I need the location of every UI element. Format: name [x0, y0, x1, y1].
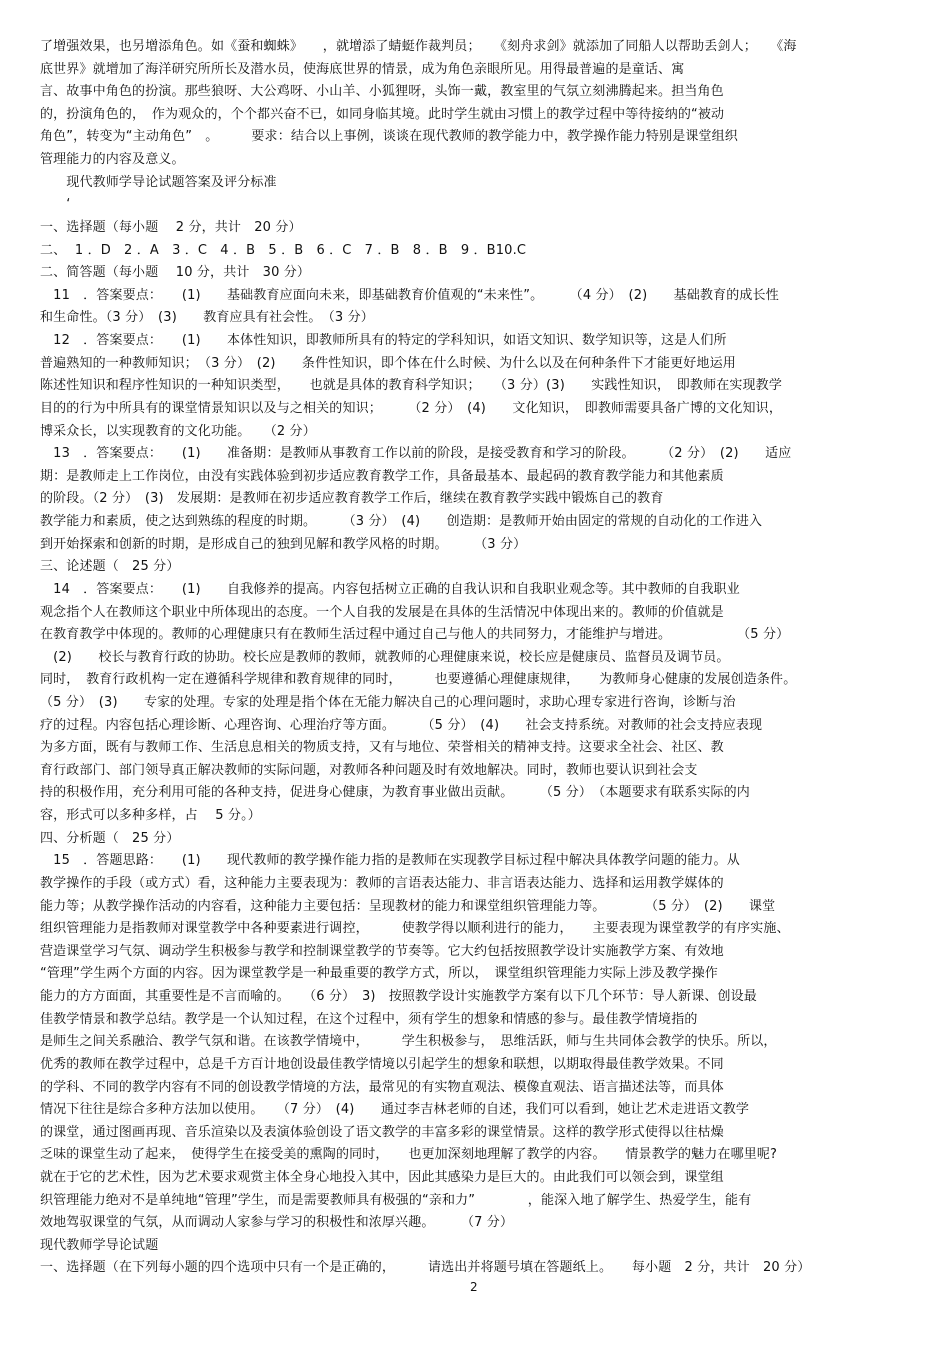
text-line: 四、分析题（ 25 分） [40, 830, 180, 846]
text-line: 二、 1 ．D 2 ．A 3 ．C 4 ．B 5 ．B 6 ．C 7 ．B 8 ．B 9 ．B10.C [40, 242, 527, 258]
text-line: 育行政部门、部门领导真正解决教师的实际问题，对教师各种问题及时有效地解决。同时，教师也要认识到社会支 [40, 762, 698, 778]
text-line: （5 分） (3) 专家的处理。专家的处理是指个体在无能力解决自己的心理问题时，求助心理专家进行咨询，诊断与治 [40, 694, 736, 710]
text-line: 情况下往往是综合多种方法加以使用。 （7 分） (4) 通过李吉林老师的自述，我们可以看到，她让艺术走进语文教学 [40, 1102, 750, 1118]
text-line: 一、选择题（每小题 2 分，共计 20 分） [40, 219, 302, 235]
text-line: 普遍熟知的一种教师知识； （3 分） (2) 条件性知识，即个体在什么时候、为什么以及在何种条件下才能更好地运用 [40, 355, 736, 371]
text-line: 现代教师学导论试题答案及评分标准 [40, 174, 277, 190]
text-line: 的，扮演角色的， 作为观众的，个个都兴奋不已，如同身临其境。此时学生就由习惯上的教学过程中等待接纳的“被动 [40, 106, 725, 122]
text-line: 角色”，转变为“主动角色” 。 要求：结合以上事例，谈谈在现代教师的教学能力中，教学操作能力特别是课堂组织 [40, 129, 738, 145]
text-line: 织管理能力绝对不是单纯地“管理”学生，而是需要教师具有极强的“亲和力” ，能深入地了解学生、热爱学生，能有 [40, 1192, 752, 1208]
text-line: 和生命性。（3 分） (3) 教育应具有社会性。 （3 分） [40, 310, 374, 326]
page-number: 2 [470, 1280, 478, 1294]
text-line: 三、论述题（ 25 分） [40, 559, 180, 575]
text-line: 到开始探索和创新的时期，是形成自己的独到见解和教学风格的时期。 （3 分） [40, 536, 527, 552]
text-line: 12 ．答案要点： (1) 本体性知识，即教师所具有的特定的学科知识，如语文知识、数学知识等，这是人们所 [40, 333, 727, 349]
text-line: 13 ．答案要点： (1) 准备期：是教师从事教育工作以前的阶段，是接受教育和学习的阶段。 （2 分） (2) 适应 [40, 446, 792, 462]
text-line: 管理能力的内容及意义。 [40, 152, 185, 168]
text-line: 15 ．答题思路： (1) 现代教师的教学操作能力指的是教师在实现教学目标过程中解决具体教学问题的能力。从 [40, 853, 740, 869]
text-line: 的阶段。（2 分） (3) 发展期：是教师在初步适应教育教学工作后，继续在教育教学实践中锻炼自己的教育 [40, 491, 664, 507]
text-line: 营造课堂学习气氛、调动学生积极参与教学和控制课堂教学的节奏等。它大约包括按照教学设计实施教学方案、有效地 [40, 943, 724, 959]
text-line: “管理”学生两个方面的内容。因为课堂教学是一种最重要的教学方式，所以， 课堂组织管理能力实际上涉及教学操作 [40, 966, 718, 982]
text-line: 14 ．答案要点： (1) 自我修养的提高。内容包括树立正确的自我认识和自我职业观念等。其中教师的自我职业 [40, 581, 740, 597]
text-line: 在教育教学中体现的。教师的心理健康只有在教师生活过程中通过自己与他人的共同努力，才能维护与增进。 （5 分） [40, 627, 790, 643]
text-line: 言、故事中角色的扮演。那些狼呀、大公鸡呀、小山羊、小狐狸呀，头饰一戴，教室里的气氛立刻沸腾起来。担当角色 [40, 84, 724, 100]
text-line: 容，形式可以多种多样，占 5 分。） [40, 808, 261, 824]
text-line: 的学科、不同的教学内容有不同的创设教学情境的方法，最常见的有实物直观法、模像直观法、语言描述法等，而具体 [40, 1079, 724, 1095]
text-line: 教学能力和素质，使之达到熟练的程度的时期。 （3 分） (4) 创造期：是教师开始由固定的常规的自动化的工作进入 [40, 514, 763, 530]
text-line: 能力的方方面面，其重要性是不言而喻的。 （6 分） 3) 按照教学设计实施教学方案有以下几个环节：导人新课、创设最 [40, 989, 757, 1005]
text-line: 一、选择题（在下列每小题的四个选项中只有一个是正确的， 请选出并将题号填在答题纸上。 每小题 2 分，共计 20 分） [40, 1260, 811, 1276]
text-line: 底世界》就增加了海洋研究所所长及潜水员，使海底世界的情景，成为角色亲眼所见。用得最普遍的是童话、寓 [40, 61, 685, 77]
text-line: 是师生之间关系融洽、教学气氛和谐。在该教学情境中， 学生积极参与， 思维活跃，师与生共同体会教学的快乐。所以， [40, 1034, 777, 1050]
text-line: 为多方面，既有与教师工作、生活息息相关的物质支持，又有与地位、荣誉相关的精神支持。这要求全社会、社区、教 [40, 740, 724, 756]
text-line: 的课堂，通过图画再现、音乐渲染以及表演体验创设了语文教学的丰富多彩的课堂情景。这样的教学形式使得以往枯燥 [40, 1124, 724, 1140]
text-line: 优秀的教师在教学过程中，总是千方百计地创设最佳教学情境以引起学生的想象和联想，以期取得最佳教学效果。不同 [40, 1056, 724, 1072]
text-line: 期：是教师走上工作岗位，由没有实践体验到初步适应教育教学工作，具备最基本、最起码的教育教学能力和其他素质 [40, 468, 724, 484]
text-line: 佳教学情景和教学总结。教学是一个认知过程，在这个过程中，须有学生的想象和情感的参与。最佳教学情境指的 [40, 1011, 698, 1027]
text-line: 组织管理能力是指教师对课堂教学中各种要素进行调控， 使教学得以顺利进行的能力， 主要表现为课堂教学的有序实施、 [40, 921, 790, 937]
text-line: 陈述性知识和程序性知识的一种知识类型， 也就是具体的教育科学知识； （3 分）(3) 实践性知识， 即教师在实现教学 [40, 378, 782, 394]
text-line: 二、简答题（每小题 10 分，共计 30 分） [40, 265, 311, 281]
text-line: 疗的过程。内容包括心理诊断、心理咨询、心理治疗等方面。 （5 分） (4) 社会支持系统。对教师的社会支持应表现 [40, 717, 763, 733]
text-line: 现代教师学导论试题 [40, 1237, 159, 1253]
text-line: ‘ [40, 197, 71, 213]
text-line: 11 ．答案要点： (1) 基础教育应面向未来，即基础教育价值观的“未来性”。 （4 分） (2) 基础教育的成长性 [40, 287, 779, 303]
text-line: 效地驾驭课堂的气氛，从而调动人家参与学习的积极性和浓厚兴趣。 （7 分） [40, 1215, 514, 1231]
text-line: (2) 校长与教育行政的协助。校长应是教师的教师，就教师的心理健康来说，校长应是健康员、监督员及调节员。 [40, 649, 730, 665]
text-line: 乏味的课堂生动了起来， 使得学生在接受美的熏陶的同时， 也更加深刻地理解了教学的内容。 情景教学的魅力在哪里呢? [40, 1147, 778, 1163]
text-line: 博采众长，以实现教育的文化功能。 （2 分） [40, 423, 316, 439]
text-line: 观念指个人在教师这个职业中所体现出的态度。一个人自我的发展是在具体的生活情况中体现出来的。教师的价值就是 [40, 604, 724, 620]
text-line: 就在于它的艺术性，因为艺术要求观赏主体全身心地投入其中，因此其感染力是巨大的。由此我们可以领会到，课堂组 [40, 1170, 724, 1185]
text-line: 持的积极作用，充分利用可能的各种支持，促进身心健康，为教育事业做出贡献。 （5 分） （本题要求有联系实际的内 [40, 785, 750, 801]
text-line: 目的的行为中所具有的课堂情景知识以及与之相关的知识； （2 分） (4) 文化知识， 即教师需要具备广博的文化知识， [40, 400, 782, 416]
text-line: 教学操作的手段（或方式）看，这种能力主要表现为：教师的言语表达能力、非言语表达能力、选择和运用教学媒体的 [40, 875, 724, 891]
text-line: 了增强效果，也另增添角色。如《蚕和蜘蛛》 ，就增添了蜻蜓作裁判员； 《刻舟求剑》就添加了同船人以帮助丢剑人； 《海 [40, 39, 797, 54]
text-line: 能力等；从教学操作活动的内容看，这种能力主要包括：呈现教材的能力和课堂组织管理能力等。 （5 分） (2) 课堂 [40, 898, 776, 914]
text-line: 同时， 教育行政机构一定在遵循科学规律和教育规律的同时， 也要遵循心理健康规律， 为教师身心健康的发展创造条件。 [40, 672, 797, 688]
